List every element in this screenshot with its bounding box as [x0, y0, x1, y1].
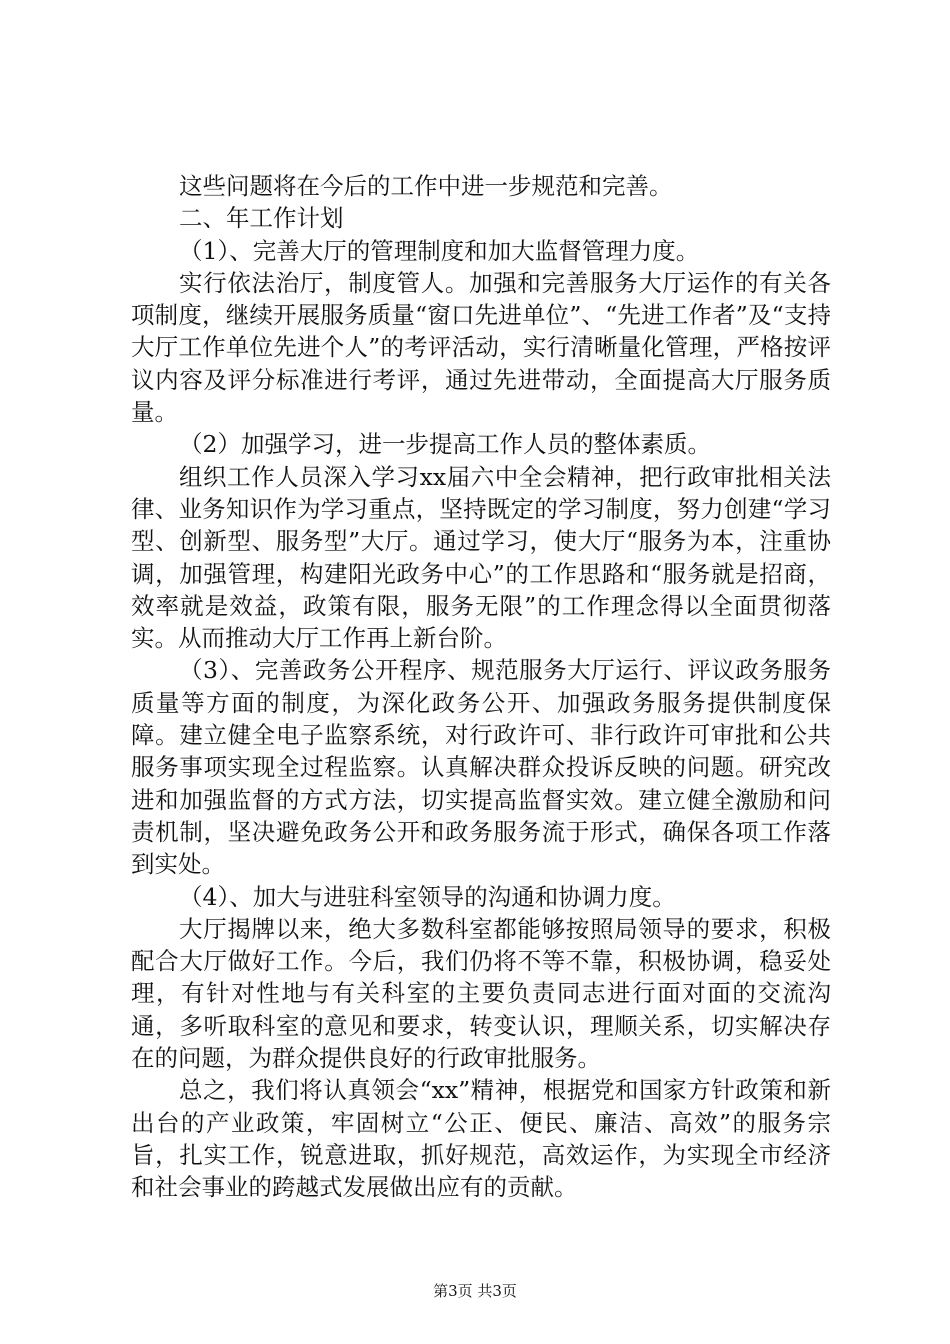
section-heading: 二、年工作计划 [179, 204, 344, 233]
conclusion-paragraph: 总之，我们将认真领会“xx”精神，根据党和国家方针政策和新出台的产业政策，牢固树立“公正、便民、廉洁、高效”的服务宗旨，扎实工作，锐意进取，抓好规范，高效运作，为实现全市经济和社会事业的跨越式发展做出应有的贡献。 [131, 1076, 831, 1202]
page-number-footer: 第3页 共3页 [433, 1282, 517, 1300]
item-2-body: 组织工作人员深入学习xx届六中全会精神，把行政审批相关法律、业务知识作为学习重点，坚持既定的学习制度，努力创建“学习型、创新型、服务型”大厅。通过学习，使大厅“服务为本，注重协调，加强管理，构建阳光政务中心”的工作思路和“服务就是招商，效率就是效益，政策有限，服务无限”的工作理念得以全面贯彻落实。从而推动大厅工作再上新台阶。 [131, 462, 831, 653]
document-body [131, 170, 831, 1204]
item-3-body: （3）、完善政务公开程序、规范服务大厅运行、评议政务服务质量等方面的制度，为深化政务公开、加强政务服务提供制度保障。建立健全电子监察系统，对行政许可、非行政许可审批和公共服务事项实现全过程监察。认真解决群众投诉反映的问题。研究改进和加强监督的方式方法，切实提高监督实效。建立健全激励和问责机制，坚决避免政务公开和政务服务流于形式，确保各项工作落到实处。 [131, 656, 831, 879]
paragraph-1: 这些问题将在今后的工作中进一步规范和完善。 [179, 172, 673, 200]
item-2-heading: （2）加强学习，进一步提高工作人员的整体素质。 [179, 430, 711, 459]
item-1-heading: （1）、完善大厅的管理制度和加大监督管理力度。 [179, 236, 700, 265]
item-4-body: 大厅揭牌以来，绝大多数科室都能够按照局领导的要求，积极配合大厅做好工作。今后，我们仍将不等不靠，积极协调，稳妥处理，有针对性地与有关科室的主要负责同志进行面对面的交流沟通，多听取科室的意见和要求，转变认识，理顺关系，切实解决存在的问题，为群众提供良好的行政审批服务。 [131, 914, 831, 1073]
item-4-heading: （4）、加大与进驻科室领导的沟通和协调力度。 [179, 882, 676, 911]
item-1-body: 实行依法治厅，制度管人。加强和完善服务大厅运作的有关各项制度，继续开展服务质量“窗口先进单位”、“先进工作者”及“支持大厅工作单位先进个人”的考评活动，实行清晰量化管理，严格按评议内容及评分标准进行考评，通过先进带动，全面提高大厅服务质量。 [131, 268, 831, 427]
